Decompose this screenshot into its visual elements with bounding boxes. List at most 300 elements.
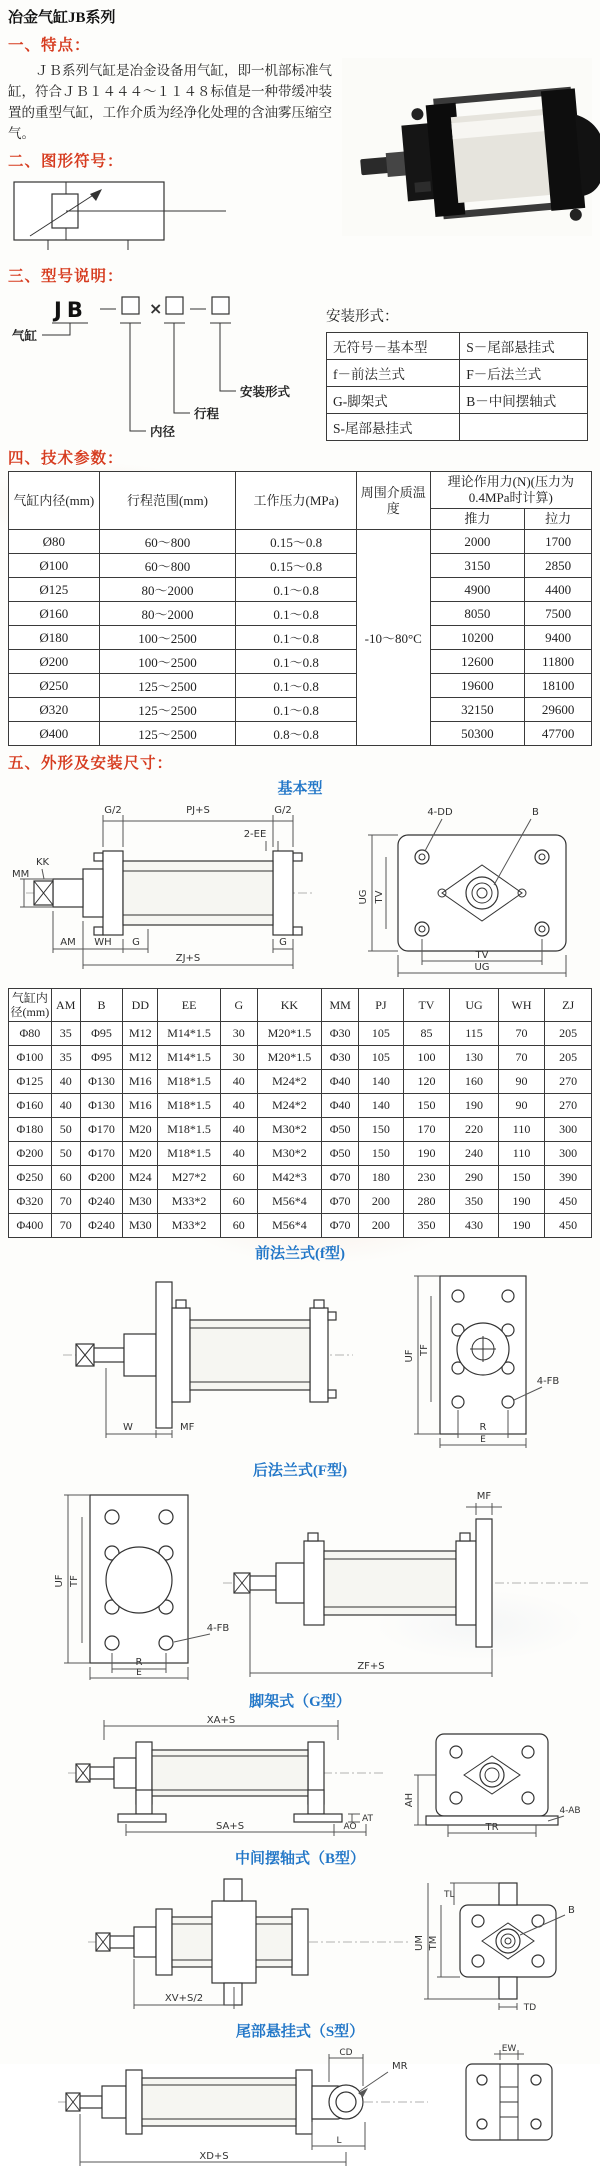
table-cell: 30 — [220, 1046, 257, 1070]
table-cell: M12 — [123, 1046, 158, 1070]
table-cell: 190 — [403, 1142, 450, 1166]
table-cell: 125～2500 — [99, 674, 236, 698]
dims-header-kk: KK — [257, 989, 322, 1022]
dim-label-tf2: TF — [69, 1575, 80, 1587]
table-cell: 11800 — [525, 650, 592, 674]
table-cell: Φ125 — [9, 1070, 52, 1094]
model-row — [8, 289, 592, 441]
dim-label-r2: R — [135, 1657, 143, 1668]
table-cell: 120 — [403, 1070, 450, 1094]
mounting-forms-title: 安装形式： — [326, 309, 399, 325]
table-cell: 40 — [220, 1094, 257, 1118]
table-cell: 300 — [545, 1118, 592, 1142]
table-cell: 40 — [51, 1094, 80, 1118]
table-cell: 190 — [450, 1094, 499, 1118]
mounting-forms-table-body — [327, 333, 588, 441]
dim-label-g2-right: G/2 — [274, 805, 292, 816]
table-cell: 2000 — [430, 530, 525, 554]
table-cell: M42*3 — [257, 1166, 322, 1190]
table-cell: 220 — [450, 1118, 499, 1142]
table-cell: M16 — [123, 1094, 158, 1118]
table-cell: 0.1～0.8 — [236, 698, 356, 722]
table-cell: Φ200 — [9, 1142, 52, 1166]
table-cell: M18*1.5 — [158, 1118, 221, 1142]
callout-bore: 内径 — [150, 425, 176, 439]
table-row — [327, 387, 588, 414]
dim-label-ao: AO — [343, 1822, 357, 1832]
table-cell: 430 — [450, 1214, 499, 1238]
table-cell: M33*2 — [158, 1190, 221, 1214]
dim-label-zfs: ZF+S — [357, 1661, 385, 1672]
table-cell: 29600 — [525, 698, 592, 722]
table-cell: Φ30 — [322, 1022, 359, 1046]
table-cell: M56*4 — [257, 1214, 322, 1238]
table-cell: M30 — [123, 1214, 158, 1238]
table-cell: 70 — [51, 1190, 80, 1214]
table-cell: 70 — [498, 1046, 545, 1070]
table-cell: 47700 — [525, 722, 592, 746]
table-cell: Ø400 — [9, 722, 100, 746]
table-row — [9, 1070, 592, 1094]
table-cell: 30 — [220, 1022, 257, 1046]
table-cell: 80～2000 — [99, 602, 236, 626]
drawing-title-rear-flange: 后法兰式(F型) — [252, 1463, 348, 1479]
table-cell: 150 — [359, 1142, 404, 1166]
table-cell: 180 — [359, 1166, 404, 1190]
mounting-forms — [326, 305, 588, 441]
table-cell: 230 — [403, 1166, 450, 1190]
table-cell: 300 — [545, 1142, 592, 1166]
table-cell: Φ80 — [9, 1022, 52, 1046]
spec-header-push: 推力 — [430, 509, 525, 530]
table-cell: Φ400 — [9, 1214, 52, 1238]
dim-label-4fb2: 4-FB — [206, 1623, 230, 1634]
table-row — [327, 414, 588, 441]
table-row — [9, 1190, 592, 1214]
table-row — [9, 674, 592, 698]
table-cell: Φ240 — [80, 1190, 123, 1214]
cylinder-photo-illustration — [342, 58, 592, 236]
table-cell: 270 — [545, 1094, 592, 1118]
dim-label-mf2: MF — [476, 1491, 492, 1502]
table-cell: Φ180 — [9, 1118, 52, 1142]
table-cell: 18100 — [525, 674, 592, 698]
table-cell: Φ95 — [80, 1022, 123, 1046]
dim-label-tl: TL — [444, 1890, 455, 1900]
table-cell: Φ250 — [9, 1166, 52, 1190]
dim-label-pjs: PJ+S — [186, 805, 210, 816]
dim-label-am: AM — [60, 937, 76, 948]
table-row — [9, 554, 592, 578]
table-cell: 270 — [545, 1070, 592, 1094]
dim-label-g2-left: G/2 — [104, 805, 122, 816]
table-cell: Φ50 — [322, 1118, 359, 1142]
dim-label-w: W — [123, 1422, 133, 1433]
rear-flange-drawing — [8, 1481, 592, 1681]
table-cell: 70 — [498, 1022, 545, 1046]
table-cell: Φ70 — [322, 1214, 359, 1238]
table-cell: Ø320 — [9, 698, 100, 722]
table-cell: 450 — [545, 1214, 592, 1238]
table-cell: 0.1～0.8 — [236, 626, 356, 650]
pneumatic-symbol-drawing — [8, 174, 243, 254]
dim-label-mr: MR — [392, 2061, 408, 2072]
dim-label-4ab: 4-AB — [559, 1806, 581, 1816]
table-cell: Φ30 — [322, 1046, 359, 1070]
dim-label-ah: AH — [404, 1792, 415, 1808]
dim-label-tf: TF — [419, 1344, 430, 1356]
table-cell: 200 — [359, 1214, 404, 1238]
table-cell: 105 — [359, 1046, 404, 1070]
table-cell: Φ170 — [80, 1142, 123, 1166]
table-cell: M18*1.5 — [158, 1094, 221, 1118]
dims-header-bore: 气缸内径(mm) — [9, 989, 52, 1022]
table-cell: 80～2000 — [99, 578, 236, 602]
table-cell: Φ95 — [80, 1046, 123, 1070]
table-cell: 125～2500 — [99, 722, 236, 746]
dim-label-ew: EW — [501, 2044, 517, 2054]
table-cell: 0.15～0.8 — [236, 554, 356, 578]
table-cell: 60 — [220, 1166, 257, 1190]
table-cell: 32150 — [430, 698, 525, 722]
table-cell: 7500 — [525, 602, 592, 626]
table-cell: 40 — [51, 1070, 80, 1094]
table-cell: 4400 — [525, 578, 592, 602]
table-cell: 60 — [220, 1214, 257, 1238]
table-cell: M30 — [123, 1190, 158, 1214]
dim-label-ug-bottom: UG — [474, 962, 490, 973]
table-cell: 10200 — [430, 626, 525, 650]
table-cell: 100～2500 — [99, 626, 236, 650]
dims-header-ee: EE — [158, 989, 221, 1022]
table-cell: 150 — [403, 1094, 450, 1118]
dims-header-b: B — [80, 989, 123, 1022]
dim-label-4fb: 4-FB — [536, 1376, 560, 1387]
table-row — [9, 1166, 592, 1190]
spec-header-temp: 周围介质温度 — [356, 472, 430, 530]
table-cell: Φ40 — [322, 1070, 359, 1094]
dim-label-uf2: UF — [54, 1574, 65, 1588]
dim-label-zjs: ZJ+S — [175, 953, 201, 964]
table-row — [9, 1142, 592, 1166]
dim-label-b: B — [532, 807, 539, 818]
table-cell: 350 — [450, 1190, 499, 1214]
table-cell: 200 — [359, 1190, 404, 1214]
table-cell: 35 — [51, 1022, 80, 1046]
dim-label-r: R — [479, 1422, 487, 1433]
table-cell: M20 — [123, 1142, 158, 1166]
table-cell: 110 — [498, 1118, 545, 1142]
basic-type-drawing — [8, 799, 592, 979]
table-cell: S－尾部悬挂式 — [460, 333, 588, 360]
dims-header-wh: WH — [498, 989, 545, 1022]
table-cell: 205 — [545, 1046, 592, 1070]
dim-label-e2: E — [136, 1668, 142, 1678]
dim-label-4dd: 4-DD — [427, 807, 453, 818]
dim-label-ug-left: UG — [358, 889, 369, 905]
table-cell: 125～2500 — [99, 698, 236, 722]
dim-label-b2: B — [568, 1905, 575, 1916]
dim-label-mf: MF — [180, 1422, 195, 1433]
table-cell: M20*1.5 — [257, 1022, 322, 1046]
table-cell: 85 — [403, 1022, 450, 1046]
table-cell: Ø80 — [9, 530, 100, 554]
table-cell: Φ130 — [80, 1094, 123, 1118]
table-cell: f－前法兰式 — [327, 360, 460, 387]
model-prefix: JB — [54, 298, 88, 322]
dimension-table — [8, 988, 592, 1238]
table-cell: 105 — [359, 1022, 404, 1046]
table-row — [9, 1022, 592, 1046]
dim-label-xds: XD+S — [199, 2151, 229, 2162]
table-cell: 12600 — [430, 650, 525, 674]
table-cell: 50 — [51, 1142, 80, 1166]
spec-table-body — [9, 530, 592, 746]
table-cell: 0.8～0.8 — [236, 722, 356, 746]
table-cell: 19600 — [430, 674, 525, 698]
table-cell: 9400 — [525, 626, 592, 650]
dim-label-tv-left: TV — [374, 890, 385, 904]
spec-header-pressure: 工作压力(MPa) — [236, 472, 356, 530]
table-cell: 110 — [498, 1142, 545, 1166]
table-cell: M18*1.5 — [158, 1142, 221, 1166]
table-row — [9, 602, 592, 626]
table-cell: 35 — [51, 1046, 80, 1070]
dim-label-um: UM — [414, 1935, 425, 1951]
features-row — [8, 58, 592, 259]
table-cell: 240 — [450, 1142, 499, 1166]
table-cell: M14*1.5 — [158, 1022, 221, 1046]
section-heading-specs: 四、技术参数： — [8, 450, 124, 467]
table-cell: Ø200 — [9, 650, 100, 674]
rear-clevis-drawing — [8, 2042, 592, 2172]
dims-header-mm: MM — [322, 989, 359, 1022]
spec-header-bore: 气缸内径(mm) — [9, 472, 100, 530]
table-cell: 0.1～0.8 — [236, 578, 356, 602]
spec-header-pull: 拉力 — [525, 509, 592, 530]
table-cell: M24*2 — [257, 1070, 322, 1094]
dim-label-sas: SA+S — [215, 1821, 245, 1832]
dimension-table-head — [9, 989, 592, 1022]
table-row — [9, 1214, 592, 1238]
dim-label-xas: XA+S — [206, 1715, 236, 1726]
dim-label-e: E — [480, 1435, 486, 1445]
table-cell: 130 — [450, 1046, 499, 1070]
table-cell: Ø160 — [9, 602, 100, 626]
dims-header-ug: UG — [450, 989, 499, 1022]
dims-header-g: G — [220, 989, 257, 1022]
table-cell: 115 — [450, 1022, 499, 1046]
table-cell: Φ70 — [322, 1190, 359, 1214]
table-cell: 2850 — [525, 554, 592, 578]
table-cell: Ø125 — [9, 578, 100, 602]
dim-label-g-right: G — [279, 937, 287, 948]
table-row — [327, 360, 588, 387]
features-body-text: ＪＢ系列气缸是冶金设备用气缸，即一机部标准气缸，符合ＪＢ１４４４～１１４８标值是一种带缓冲装置的重型气缸，工作介质为经净化处理的含油雾压缩空气。 — [8, 63, 332, 141]
table-cell: 150 — [498, 1166, 545, 1190]
mounting-forms-table — [326, 332, 588, 441]
dim-label-uf: UF — [404, 1349, 415, 1363]
table-cell: B－中间摆轴式 — [460, 387, 588, 414]
table-cell: 3150 — [430, 554, 525, 578]
drawing-title-front-flange: 前法兰式(f型) — [255, 1246, 345, 1262]
dim-label-tr: TR — [485, 1822, 499, 1833]
table-cell: Φ130 — [80, 1070, 123, 1094]
model-code-diagram — [8, 289, 308, 437]
dim-label-xvs: XV+S/2 — [164, 1993, 204, 2004]
dim-label-kk: KK — [36, 857, 50, 868]
table-cell: 60～800 — [99, 530, 236, 554]
section-heading-features: 一、特点： — [8, 37, 91, 54]
table-row — [9, 698, 592, 722]
table-row — [9, 626, 592, 650]
table-row — [9, 1118, 592, 1142]
table-cell: 40 — [220, 1142, 257, 1166]
table-cell: M30*2 — [257, 1118, 322, 1142]
table-cell: 100 — [403, 1046, 450, 1070]
foot-mount-drawing — [8, 1712, 592, 1838]
table-cell: M30*2 — [257, 1142, 322, 1166]
callout-mounting: 安装形式 — [240, 385, 291, 399]
features-left-column — [8, 58, 337, 259]
table-cell: 350 — [403, 1214, 450, 1238]
dim-label-wh: WH — [94, 937, 112, 948]
drawing-title-rear-clevis: 尾部悬挂式（S型） — [235, 2024, 365, 2040]
front-flange-drawing — [8, 1264, 592, 1450]
table-cell: M24*2 — [257, 1094, 322, 1118]
table-cell: 450 — [545, 1190, 592, 1214]
table-cell: Φ70 — [322, 1166, 359, 1190]
table-cell: 0.1～0.8 — [236, 650, 356, 674]
table-cell: M33*2 — [158, 1214, 221, 1238]
drawing-title-foot: 脚架式（G型） — [249, 1694, 351, 1710]
section-heading-dimensions: 五、外形及安装尺寸： — [8, 755, 174, 772]
spec-header-force: 理论作用力(N)(压力为0.4MPa时计算) — [430, 472, 591, 509]
dims-header-dd: DD — [123, 989, 158, 1022]
table-cell: 0.1～0.8 — [236, 602, 356, 626]
table-cell: M12 — [123, 1022, 158, 1046]
table-cell: G-脚架式 — [327, 387, 460, 414]
table-cell: 40 — [220, 1118, 257, 1142]
table-cell: Ø250 — [9, 674, 100, 698]
table-cell: 390 — [545, 1166, 592, 1190]
ambient-temperature-value: -10～80°C — [356, 530, 430, 746]
dim-label-tm: TM — [428, 1935, 439, 1951]
table-cell: Φ160 — [9, 1094, 52, 1118]
table-cell: 290 — [450, 1166, 499, 1190]
table-cell: 140 — [359, 1094, 404, 1118]
table-cell: 50 — [51, 1118, 80, 1142]
table-cell: Ø180 — [9, 626, 100, 650]
page-title: 冶金气缸JB系列 — [8, 10, 116, 26]
table-cell: S-尾部悬挂式 — [327, 414, 460, 441]
product-photo — [342, 58, 592, 241]
table-row — [9, 530, 592, 554]
table-cell: M56*4 — [257, 1190, 322, 1214]
table-cell — [460, 414, 588, 441]
table-row — [9, 722, 592, 746]
table-cell: Ø100 — [9, 554, 100, 578]
table-cell: M16 — [123, 1070, 158, 1094]
table-cell: Φ100 — [9, 1046, 52, 1070]
dim-label-mm: MM — [12, 869, 30, 880]
table-cell: 60 — [220, 1190, 257, 1214]
table-cell: M20 — [123, 1118, 158, 1142]
dimension-table-body — [9, 1022, 592, 1238]
table-cell: 190 — [498, 1190, 545, 1214]
table-cell: 60～800 — [99, 554, 236, 578]
table-cell: 100～2500 — [99, 650, 236, 674]
dim-label-tv-bottom: TV — [475, 950, 489, 961]
table-cell: 50300 — [430, 722, 525, 746]
table-cell: 205 — [545, 1022, 592, 1046]
callout-stroke: 行程 — [194, 407, 220, 421]
table-cell: 90 — [498, 1070, 545, 1094]
section-heading-model: 三、型号说明： — [8, 268, 124, 285]
table-cell: 150 — [359, 1118, 404, 1142]
dim-label-td: TD — [523, 2003, 537, 2013]
dims-header-zj: ZJ — [545, 989, 592, 1022]
drawing-title-trunnion: 中间摆轴式（B型） — [234, 1851, 365, 1867]
table-cell: 280 — [403, 1190, 450, 1214]
table-row — [9, 1094, 592, 1118]
table-cell: Φ320 — [9, 1190, 52, 1214]
table-cell: 160 — [450, 1070, 499, 1094]
table-cell: 1700 — [525, 530, 592, 554]
table-cell: M24 — [123, 1166, 158, 1190]
table-cell: 4900 — [430, 578, 525, 602]
table-row — [9, 578, 592, 602]
spec-table — [8, 471, 592, 746]
model-times-sign: × — [149, 299, 163, 318]
dims-header-am: AM — [51, 989, 80, 1022]
table-cell: M18*1.5 — [158, 1070, 221, 1094]
drawing-title-basic: 基本型 — [277, 781, 323, 797]
table-cell: Φ40 — [322, 1094, 359, 1118]
table-cell: 170 — [403, 1118, 450, 1142]
table-cell: F－后法兰式 — [460, 360, 588, 387]
table-row — [9, 1046, 592, 1070]
dim-label-cd: CD — [339, 2048, 353, 2058]
table-cell: 40 — [220, 1070, 257, 1094]
table-cell: 60 — [51, 1166, 80, 1190]
table-cell: Φ50 — [322, 1142, 359, 1166]
dims-header-tv: TV — [403, 989, 450, 1022]
dims-header-pj: PJ — [359, 989, 404, 1022]
table-cell: 0.15～0.8 — [236, 530, 356, 554]
table-row — [327, 333, 588, 360]
table-cell: 190 — [498, 1214, 545, 1238]
table-cell: 90 — [498, 1094, 545, 1118]
section-heading-symbol: 二、图形符号： — [8, 153, 124, 170]
dim-label-2ee: 2-EE — [243, 829, 267, 840]
table-cell: 140 — [359, 1070, 404, 1094]
spec-header-stroke: 行程范围(mm) — [99, 472, 236, 530]
table-row — [9, 650, 592, 674]
spec-table-head — [9, 472, 592, 530]
table-cell: Φ240 — [80, 1214, 123, 1238]
table-cell: M20*1.5 — [257, 1046, 322, 1070]
table-cell: 70 — [51, 1214, 80, 1238]
table-cell: M14*1.5 — [158, 1046, 221, 1070]
table-cell: Φ200 — [80, 1166, 123, 1190]
table-cell: M27*2 — [158, 1166, 221, 1190]
table-cell: Φ170 — [80, 1118, 123, 1142]
table-cell: 无符号－基本型 — [327, 333, 460, 360]
callout-cylinder: 气缸 — [12, 329, 38, 343]
table-cell: 0.1～0.8 — [236, 674, 356, 698]
dim-label-g-left: G — [132, 937, 140, 948]
